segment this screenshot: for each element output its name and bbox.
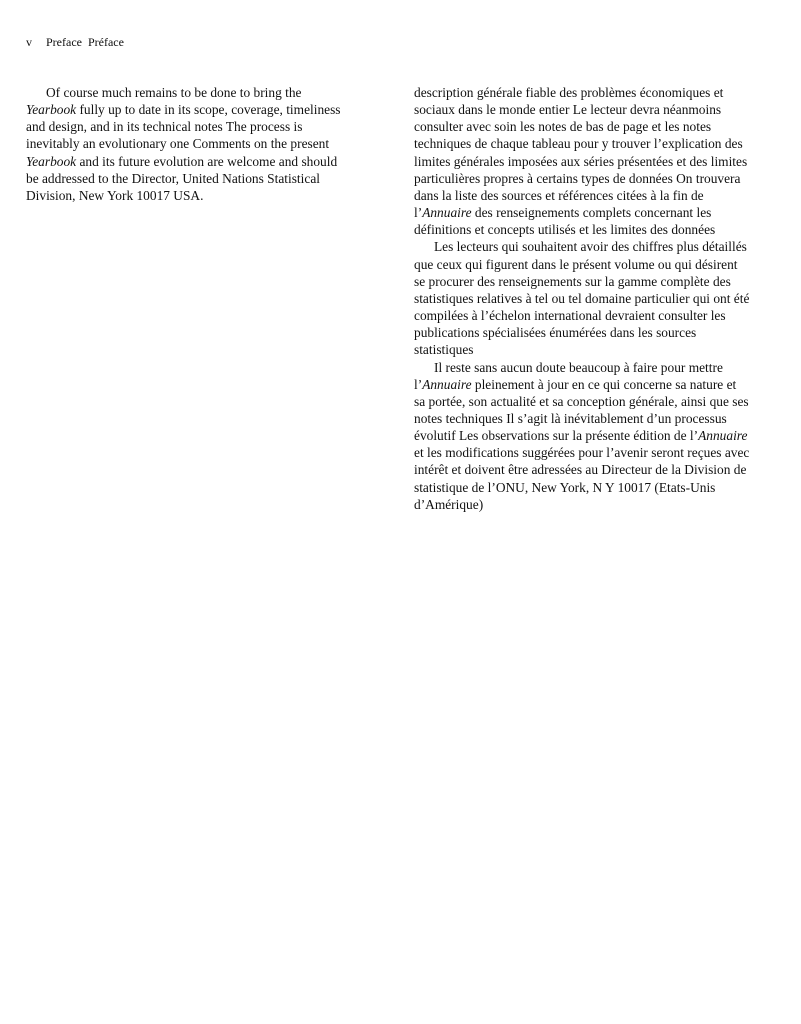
english-text-line <box>26 84 398 101</box>
text-run: pleinement à jour en ce qui concerne sa nature et <box>471 376 737 392</box>
text-run: particulières propres à certains types de données On trouvera <box>414 170 741 186</box>
text-run: des renseignements complets concernant les <box>471 205 712 221</box>
french-text-line <box>414 359 778 376</box>
page-number: v <box>26 35 32 49</box>
text-run: and its future evolution are welcome and should <box>76 153 338 169</box>
english-column <box>26 84 398 204</box>
text-run: limites générales imposées aux séries présentées et des limites <box>414 153 748 169</box>
text-run: Division, New York 10017 USA. <box>26 187 204 203</box>
italic-title-text: Yearbook <box>26 153 77 169</box>
italic-title-text: Annuaire <box>422 376 472 392</box>
french-text-line <box>414 461 778 478</box>
text-run: se procurer des renseignements sur la gamme complète des <box>414 273 731 289</box>
french-text-line <box>414 187 778 204</box>
french-text-line <box>414 496 778 513</box>
text-run: sa portée, son actualité et sa conception générale, ainsi que ses <box>414 393 749 409</box>
french-text-line <box>414 410 778 427</box>
french-text-line <box>414 324 778 341</box>
running-title-french: Préface <box>87 35 124 49</box>
french-column <box>414 84 778 513</box>
text-run: définitions et concepts utilisés et les limites des données <box>414 222 716 238</box>
french-text-line <box>414 84 778 101</box>
italic-title-text: Annuaire <box>698 428 748 444</box>
french-text-line <box>414 290 778 307</box>
text-run: notes techniques Il s’agit là inévitablement d’un processus <box>414 410 727 426</box>
text-run: l’ <box>414 205 423 221</box>
text-run: l’ <box>414 376 423 392</box>
text-run: techniques de chaque tableau pour y trouver l’explication des <box>414 136 743 152</box>
french-text-line <box>414 341 778 358</box>
english-text-line <box>26 187 398 204</box>
text-run: compilées à l’échelon international devraient consulter les <box>414 308 726 324</box>
french-text-line <box>414 273 778 290</box>
french-text-line <box>414 204 778 221</box>
italic-title-text: Annuaire <box>422 205 472 221</box>
text-run: statistiques relatives à tel ou tel domaine particulier qui ont été <box>414 290 750 306</box>
running-head <box>26 35 124 49</box>
text-run: intérêt et doivent être adressées au Directeur de la Division de <box>414 462 747 478</box>
text-run: statistique de l’ONU, New York, N Y 10017 (Etats-Unis <box>414 479 716 495</box>
text-run: and design, and in its technical notes The process is <box>26 119 303 135</box>
text-run: Of course much remains to be done to bring the <box>46 85 302 100</box>
french-text-line <box>414 393 778 410</box>
french-text-line <box>414 238 778 255</box>
french-text-line <box>414 101 778 118</box>
text-run: fully up to date in its scope, coverage, timeliness <box>76 102 341 118</box>
text-run: que ceux qui figurent dans le présent volume ou qui désirent <box>414 256 738 272</box>
french-text-line <box>414 221 778 238</box>
english-text-line <box>26 135 398 152</box>
french-text-line <box>414 135 778 152</box>
french-text-line <box>414 170 778 187</box>
running-title-english: Preface <box>46 35 82 49</box>
text-run: et les modifications suggérées pour l’avenir seront reçues avec <box>414 445 750 461</box>
french-text-line <box>414 444 778 461</box>
english-text-line <box>26 101 398 118</box>
text-run: dans la liste des sources et références citées à la fin de <box>414 187 704 203</box>
text-run: évolutif Les observations sur la présente édition de l’ <box>414 428 699 444</box>
english-text-line <box>26 170 398 187</box>
french-text-line <box>414 427 778 444</box>
french-text-line <box>414 256 778 273</box>
text-run: Les lecteurs qui souhaitent avoir des chiffres plus détaillés <box>434 239 747 255</box>
text-run: statistiques <box>414 342 474 358</box>
french-text-line <box>414 153 778 170</box>
french-text-line <box>414 479 778 496</box>
french-text-line <box>414 307 778 324</box>
english-text-line <box>26 153 398 170</box>
text-run: description générale fiable des problèmes économiques et <box>414 85 724 100</box>
text-run: d’Amérique) <box>414 496 484 512</box>
text-run: be addressed to the Director, United Nations Statistical <box>26 170 320 186</box>
text-run: Il reste sans aucun doute beaucoup à faire pour mettre <box>434 359 723 375</box>
french-text-line <box>414 376 778 393</box>
italic-title-text: Yearbook <box>26 102 77 118</box>
text-run: consulter avec soin les notes de bas de page et les notes <box>414 119 712 135</box>
text-run: publications spécialisées énumérées dans les sources <box>414 325 697 341</box>
english-text-line <box>26 118 398 135</box>
text-run: sociaux dans le monde entier Le lecteur devra néanmoins <box>414 102 722 118</box>
french-text-line <box>414 118 778 135</box>
text-run: inevitably an evolutionary one Comments on the present <box>26 136 330 152</box>
